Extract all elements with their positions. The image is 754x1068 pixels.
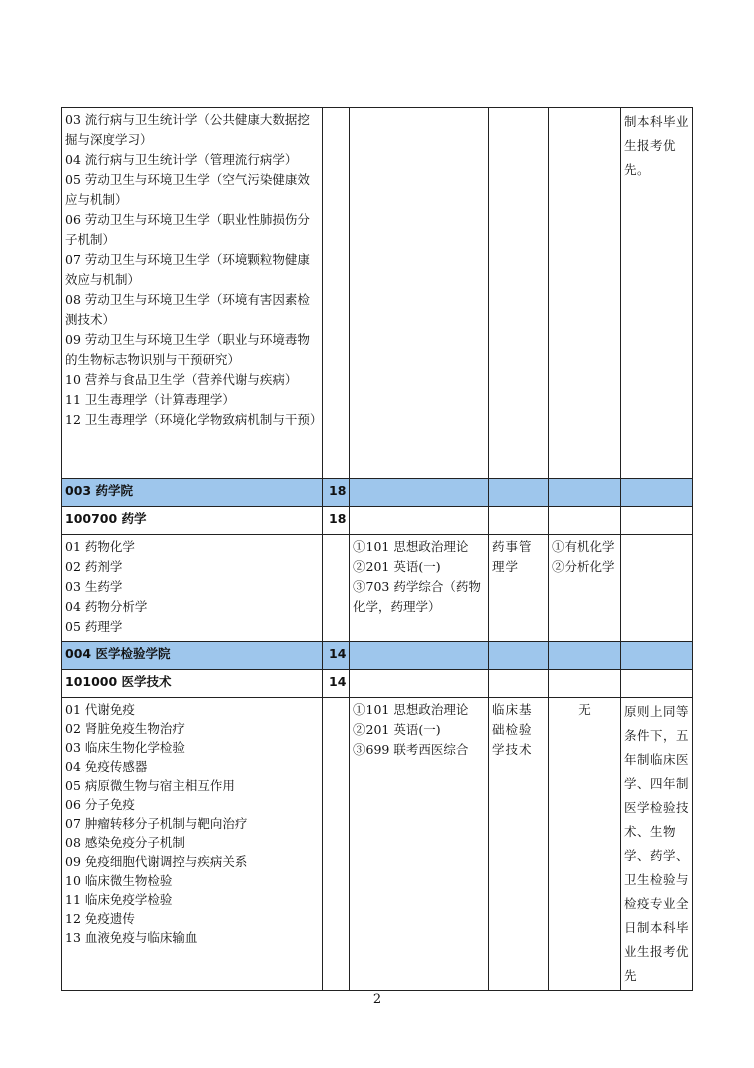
exam-subject: ②201 英语(一) [353,722,441,737]
major-quota: 14 [323,670,350,698]
page-number: 2 [372,992,382,1007]
quota-cell [323,535,350,642]
major-name: 100700 药学 [62,507,323,535]
list-item: 05 药理学 [65,619,123,634]
list-item: 12 卫生毒理学（环境化学物致病机制与干预） [65,412,323,427]
major-row [62,507,693,535]
note-cell: 原则上同等条件下，五年制临床医学、四年制医学检验技术、生物学、药学、卫生检验与检疫专业全日制本科毕业生报考优先 [621,698,693,991]
list-item: 04 药物分析学 [65,599,148,614]
list-item: 05 劳动卫生与环境卫生学（空气污染健康效应与机制） [65,172,310,207]
extra-test-item: ②分析化学 [552,559,615,574]
note-cell [621,535,693,642]
list-item: 02 肾脏免疫生物治疗 [65,721,185,736]
exam-subject: ②201 英语(一) [353,559,441,574]
extra-test-cell [549,108,621,479]
list-item: 07 劳动卫生与环境卫生学（环境颗粒物健康效应与机制） [65,252,310,287]
exam-subject: ①101 思想政治理论 [353,539,469,554]
table-row [62,535,693,642]
exam-subjects-cell [350,698,489,991]
list-item: 01 代谢免疫 [65,702,135,717]
major-quota: 18 [323,507,350,535]
school-name: 004 医学检验学院 [62,642,323,670]
list-item: 10 临床微生物检验 [65,873,173,888]
exam-subject: ③703 药学综合（药物化学，药理学） [353,579,481,614]
list-item: 09 劳动卫生与环境卫生学（职业与环境毒物的生物标志物识别与干预研究） [65,332,310,367]
list-item: 07 肿瘤转移分子机制与靶向治疗 [65,816,248,831]
retest-cell [489,108,549,479]
list-item: 08 感染免疫分子机制 [65,835,185,850]
quota-cell [323,108,350,479]
list-item: 05 病原微生物与宿主相互作用 [65,778,235,793]
extra-test-item: ①有机化学 [552,539,615,554]
list-item: 03 流行病与卫生统计学（公共健康大数据挖掘与深度学习） [65,112,310,147]
extra-test-cell: 无 [549,698,621,991]
list-item: 06 劳动卫生与环境卫生学（职业性肺损伤分子机制） [65,212,310,247]
list-item: 04 免疫传感器 [65,759,148,774]
list-item: 09 免疫细胞代谢调控与疾病关系 [65,854,248,869]
list-item: 04 流行病与卫生统计学（管理流行病学） [65,152,298,167]
school-name: 003 药学院 [62,479,323,507]
extra-test-cell [549,535,621,642]
list-item: 06 分子免疫 [65,797,135,812]
list-item: 01 药物化学 [65,539,135,554]
school-quota: 18 [323,479,350,507]
school-row [62,479,693,507]
catalog-table [61,107,693,991]
exam-subjects-cell [350,535,489,642]
table-row [62,698,693,991]
list-item: 11 卫生毒理学（计算毒理学） [65,392,235,407]
list-item: 12 免疫遗传 [65,911,135,926]
list-item: 03 生药学 [65,579,123,594]
exam-subject: ③699 联考西医综合 [353,742,469,757]
school-quota: 14 [323,642,350,670]
research-directions-cell [62,535,323,642]
major-name: 101000 医学技术 [62,670,323,698]
research-directions-cell [62,698,323,991]
research-directions-cell [62,108,323,479]
list-item: 10 营养与食品卫生学（营养代谢与疾病） [65,372,298,387]
retest-cell: 临床基础检验学技术 [489,698,549,991]
exam-subjects-cell [350,108,489,479]
retest-cell: 药事管理学 [489,535,549,642]
exam-subject: ①101 思想政治理论 [353,702,469,717]
school-row [62,642,693,670]
table-row [62,108,693,479]
list-item: 08 劳动卫生与环境卫生学（环境有害因素检测技术） [65,292,310,327]
note-cell: 制本科毕业生报考优先。 [621,108,693,479]
list-item: 03 临床生物化学检验 [65,740,185,755]
quota-cell [323,698,350,991]
list-item: 11 临床免疫学检验 [65,892,173,907]
list-item: 02 药剂学 [65,559,123,574]
major-row [62,670,693,698]
list-item: 13 血液免疫与临床输血 [65,930,198,945]
